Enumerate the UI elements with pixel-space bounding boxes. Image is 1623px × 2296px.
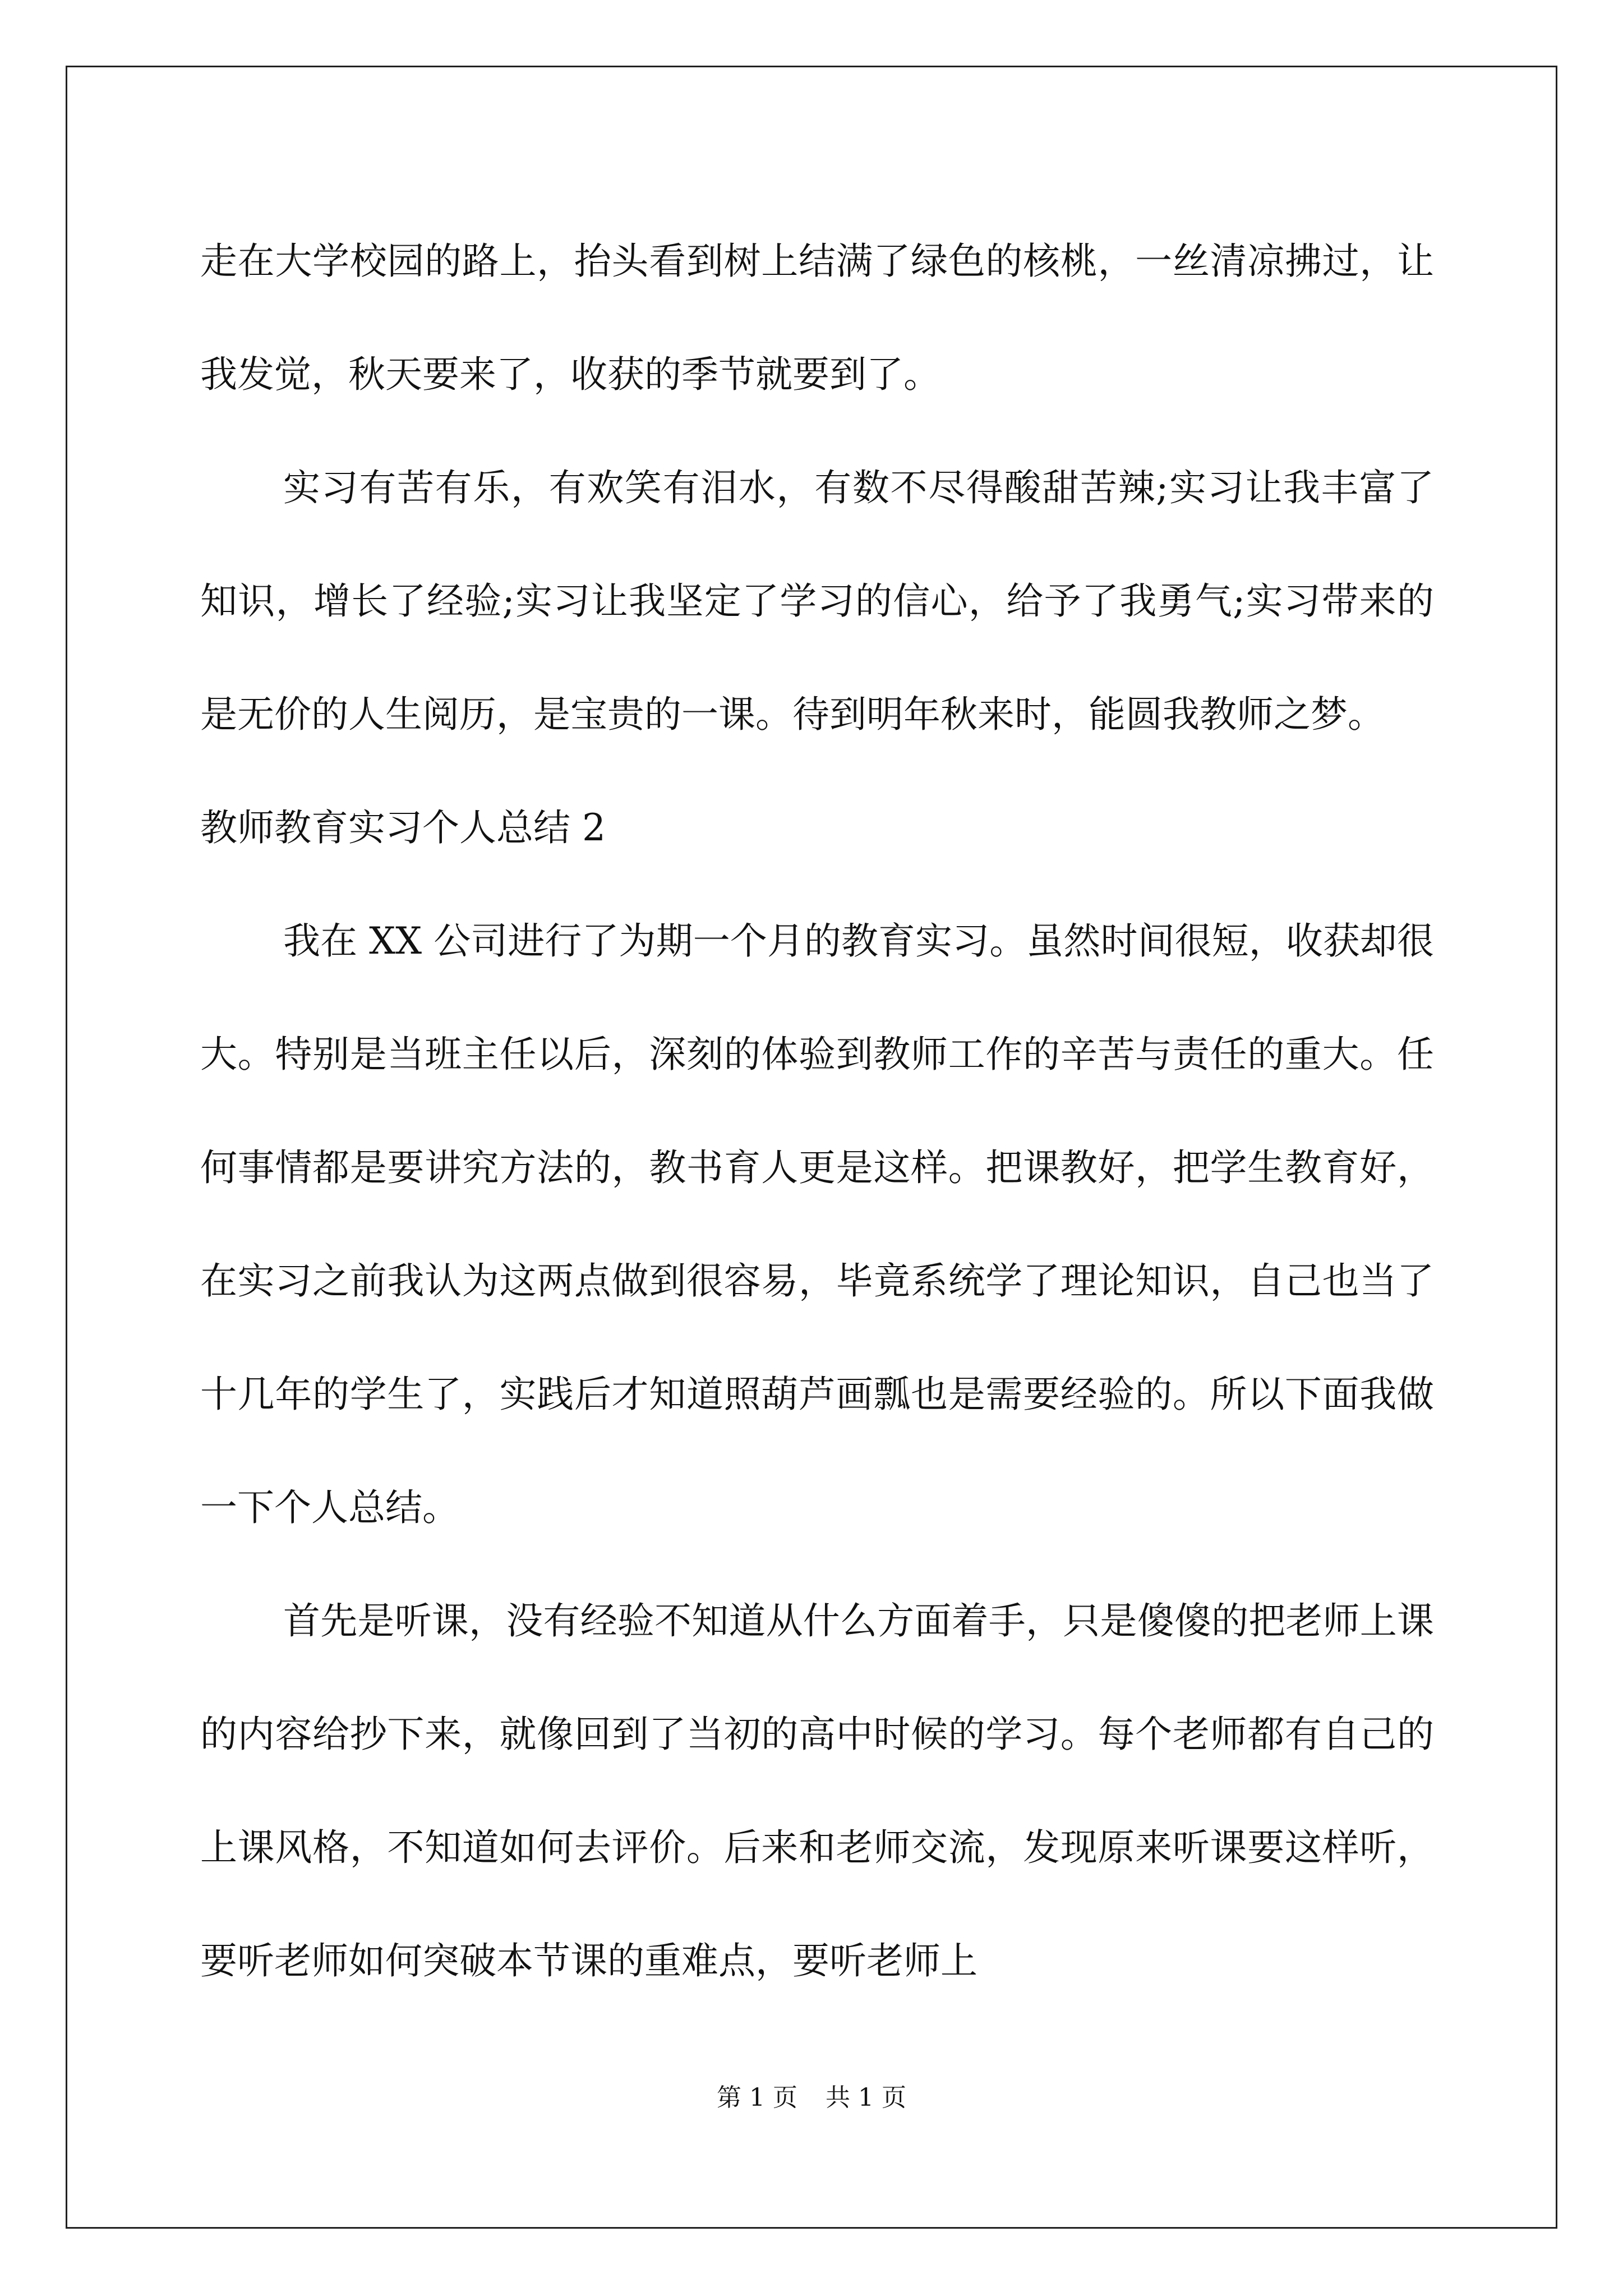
paragraph-opening: 走在大学校园的路上，抬头看到树上结满了绿色的核桃，一丝清凉拂过，让我发觉，秋天要来了，收获的季节就要到了。 xyxy=(200,240,1434,396)
page-number-current: 第 1 页 xyxy=(717,2083,797,2112)
paragraph-reflection: 实习有苦有乐，有欢笑有泪水，有数不尽得酸甜苦辣;实习让我丰富了知识，增长了经验;实习让我坚定了学习的信心，给予了我勇气;实习带来的是无价的人生阅历，是宝贵的一课。待到明年秋来时，能圆我教师之梦。 xyxy=(200,466,1434,736)
page-footer xyxy=(0,2081,1623,2115)
page-number-total: 共 1 页 xyxy=(826,2083,906,2112)
document-body xyxy=(200,205,1434,2018)
paragraph-summary-intro: 我在 XX 公司进行了为期一个月的教育实习。虽然时间很短，收获却很大。特别是当班主任以后，深刻的体验到教师工作的辛苦与责任的重大。任何事情都是要讲究方法的，教书育人更是这样。把课教好，把学生教育好，在实习之前我认为这两点做到很容易，毕竟系统学了理论知识，自己也当了十几年的学生了，实践后才知道照葫芦画瓢也是需要经验的。所以下面我做一下个人总结。 xyxy=(200,919,1434,1529)
section-title: 教师教育实习个人总结 2 xyxy=(200,806,606,849)
paragraph-listening-class: 首先是听课，没有经验不知道从什么方面着手，只是傻傻的把老师上课的内容给抄下来，就像回到了当初的高中时候的学习。每个老师都有自己的上课风格，不知道如何去评价。后来和老师交流，发现原来听课要这样听，要听老师如何突破本节课的重难点，要听老师上 xyxy=(200,1599,1434,1982)
